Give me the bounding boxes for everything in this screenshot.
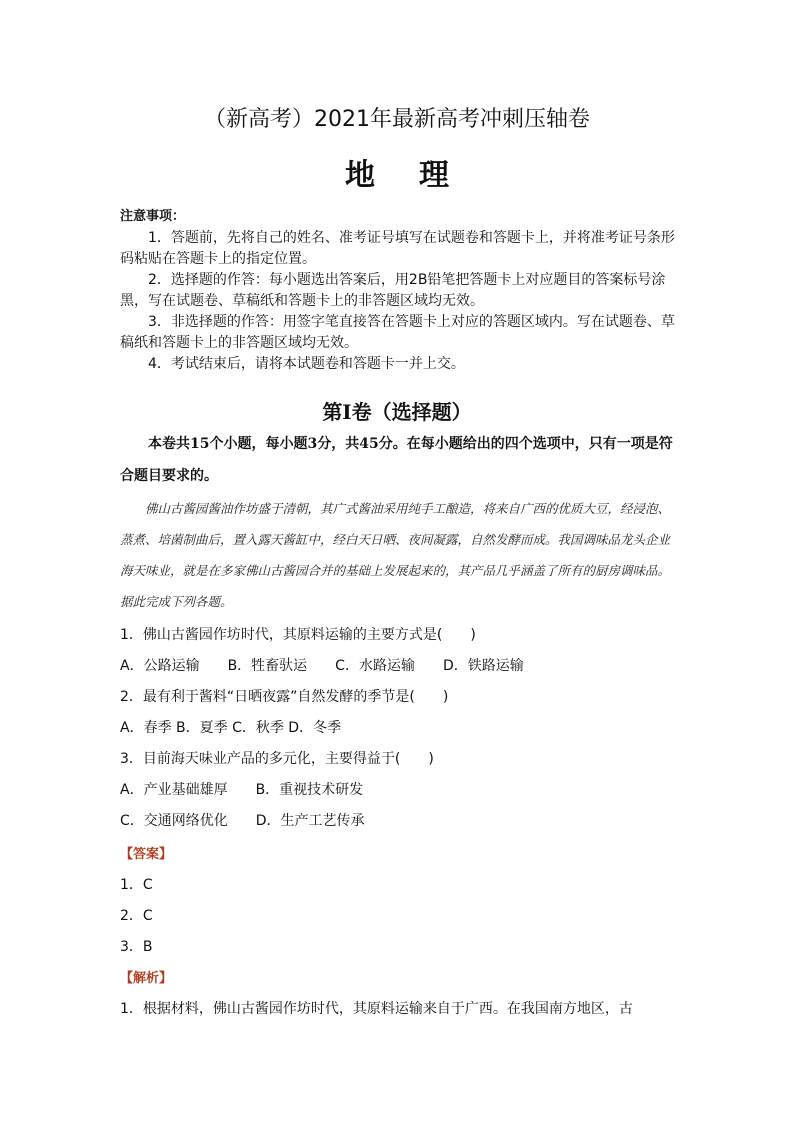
notice-heading: 注意事项：	[120, 209, 186, 224]
question-2: 2．最有利于酱料“日晒夜露”自然发酵的季节是( )	[120, 689, 449, 705]
question-3: 3．目前海天味业产品的多元化，主要得益于( )	[120, 751, 434, 767]
notice-item-4: 4．考试结束后，请将本试题卷和答题卡一并上交。	[148, 356, 465, 372]
question-2-options: A．春季 B．夏季 C．秋季 D．冬季	[120, 720, 342, 736]
exam-title: （新高考）2021年最新高考冲刺压轴卷	[204, 107, 590, 132]
reading-material: 佛山古酱园酱油作坊盛于清朝，其广式酱油采用纯手工酿造，将来自广西的优质大豆，经浸泡、蒸煮、培菌制曲后，置入露天酱缸中，经白天日晒、夜间凝露，自然发酵而成。我国调味品龙头企业海天味业，就是在多家佛山古酱园合并的基础上发展起来的，其产品几乎涵盖了所有的厨房调味品。据此完成下列各题。	[120, 501, 671, 609]
notice-item-3: 3．非选择题的作答：用签字笔直接答在答题卡上对应的答题区域内。写在试题卷、草稿纸和答题卡上的非答题区域均无效。	[120, 314, 675, 351]
answer-item-3: 3．B	[120, 939, 153, 955]
section-title: 第Ⅰ卷（选择题）	[322, 400, 472, 424]
question-3-options-row-1: A．产业基础雄厚 B．重视技术研发	[120, 782, 364, 798]
notice-item-1: 1．答题前，先将自己的姓名、准考证号填写在试题卷和答题卡上，并将准考证号条形码粘贴在答题卡上的指定位置。	[120, 230, 675, 267]
question-3-options-row-2: C．交通网络优化 D．生产工艺传承	[120, 813, 365, 829]
answer-label: 【答案】	[120, 847, 173, 862]
answer-item-2: 2．C	[120, 908, 153, 924]
subject-title: 地理	[345, 158, 493, 193]
question-1-options: A．公路运输 B．牲畜驮运 C．水路运输 D．铁路运输	[120, 658, 524, 674]
section-intro: 本卷共15个小题，每小题3分，共45分。在每小题给出的四个选项中，只有一项是符合题目要求的。	[120, 436, 673, 484]
notice-item-2: 2．选择题的作答：每小题选出答案后，用2B铅笔把答题卡上对应题目的答案标号涂黑，写在试题卷、草稿纸和答题卡上的非答题区域均无效。	[120, 272, 666, 309]
analysis-label: 【解析】	[120, 971, 173, 986]
answer-item-1: 1．C	[120, 877, 153, 893]
analysis-text: 1．根据材料，佛山古酱园作坊时代，其原料运输来自于广西。在我国南方地区，古	[120, 1001, 633, 1017]
question-1: 1．佛山古酱园作坊时代，其原料运输的主要方式是( )	[120, 627, 476, 643]
